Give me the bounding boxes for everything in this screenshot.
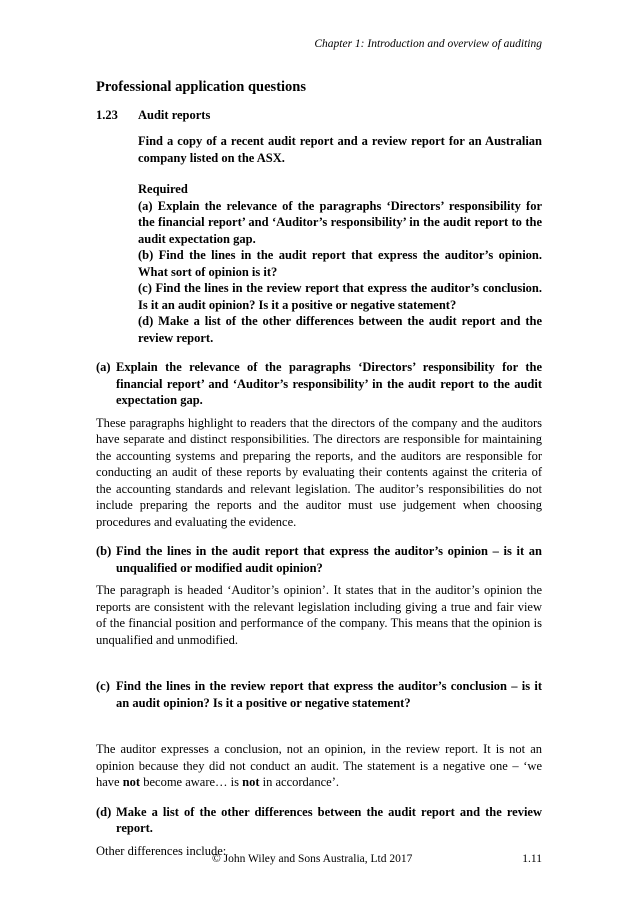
question-part-c: (c) Find the lines in the review report that express the auditor’s conclusion. Is it an audit opinion? Is it a positive or negative statement? bbox=[138, 281, 542, 312]
running-header: Chapter 1: Introduction and overview of auditing bbox=[314, 38, 542, 50]
answer-b-body: The paragraph is headed ‘Auditor’s opinion’. It states that in the auditor’s opinion the reports are consistent with the relevant legislation including giving a true and fair view of the financial position and performance of the company. This means that the opinion is unqualified and unmodified. bbox=[96, 583, 542, 647]
footer-copyright: © John Wiley and Sons Australia, Ltd 2017 bbox=[212, 853, 413, 865]
question-part-d: (d) Make a list of the other differences between the audit report and the review report. bbox=[138, 314, 542, 345]
answer-c-heading bbox=[96, 678, 542, 711]
footer-page-number: 1.11 bbox=[522, 853, 542, 865]
answer-d-heading bbox=[96, 804, 542, 837]
answer-a-letter: (a) bbox=[96, 360, 111, 374]
answer-c-body-part-1: The auditor expresses a conclusion, not an opinion, in the review report. It is not an opinion because they did not conduct an audit. The statement is a negative one – ‘we have bbox=[96, 742, 542, 789]
question-title: Audit reports bbox=[138, 108, 211, 122]
answer-c-body-part-2: become aware… is bbox=[140, 775, 243, 789]
section-heading: Professional application questions bbox=[96, 79, 307, 95]
answer-c-emphasis-2: not bbox=[242, 775, 260, 789]
answer-c-letter: (c) bbox=[96, 679, 110, 693]
answer-c-body-part-3: in accordance’. bbox=[259, 775, 339, 789]
answer-a-heading-text: Explain the relevance of the paragraphs ‘Directors’ responsibility for the financial report’ and ‘Auditor’s responsibility’ in the audit report to the audit expectation gap. bbox=[116, 360, 542, 407]
question-part-b: (b) Find the lines in the audit report that express the auditor’s opinion. What sort of opinion is it? bbox=[138, 248, 542, 279]
answer-d-letter: (d) bbox=[96, 804, 112, 819]
question-number: 1.23 bbox=[96, 108, 118, 122]
answer-b-letter: (b) bbox=[96, 544, 112, 558]
question-header bbox=[96, 107, 542, 123]
answer-d-body: Other differences include: bbox=[96, 843, 227, 858]
answer-a-body: These paragraphs highlight to readers that the directors of the company and the auditors have separate and distinct responsibilities. The directors are responsible for maintaining the accounting systems and preparing the reports, and the auditors are responsible for conducting an audit of these reports by evaluating their contents against the criteria of the accounting standards and relevant legislation. The auditor’s responsibilities do not include preparing the reports and the auditor must use judgement when choosing procedures and evaluating the evidence. bbox=[96, 415, 542, 529]
answer-c-body bbox=[96, 741, 542, 791]
answer-c-heading-text: Find the lines in the review report that express the auditor’s conclusion – is it an audit opinion? Is it a positive or negative statement? bbox=[116, 679, 542, 710]
answer-a-heading bbox=[96, 359, 542, 409]
answer-d-heading-text: Make a list of the other differences between the audit report and the review report. bbox=[116, 804, 542, 835]
required-label: Required bbox=[138, 182, 188, 196]
answer-b-heading-text: Find the lines in the audit report that express the auditor’s opinion – is it an unqualified or modified audit opinion? bbox=[116, 544, 542, 575]
question-part-a: (a) Explain the relevance of the paragraphs ‘Directors’ responsibility for the financial report’ and ‘Auditor’s responsibility’ in the audit report to the audit expectation gap. bbox=[138, 198, 542, 246]
question-body bbox=[138, 133, 542, 346]
page-content bbox=[96, 78, 542, 859]
answer-c-emphasis-1: not bbox=[122, 775, 141, 789]
question-intro: Find a copy of a recent audit report and a review report for an Australian company listed on the ASX. bbox=[138, 134, 542, 165]
answer-b-heading bbox=[96, 543, 542, 576]
